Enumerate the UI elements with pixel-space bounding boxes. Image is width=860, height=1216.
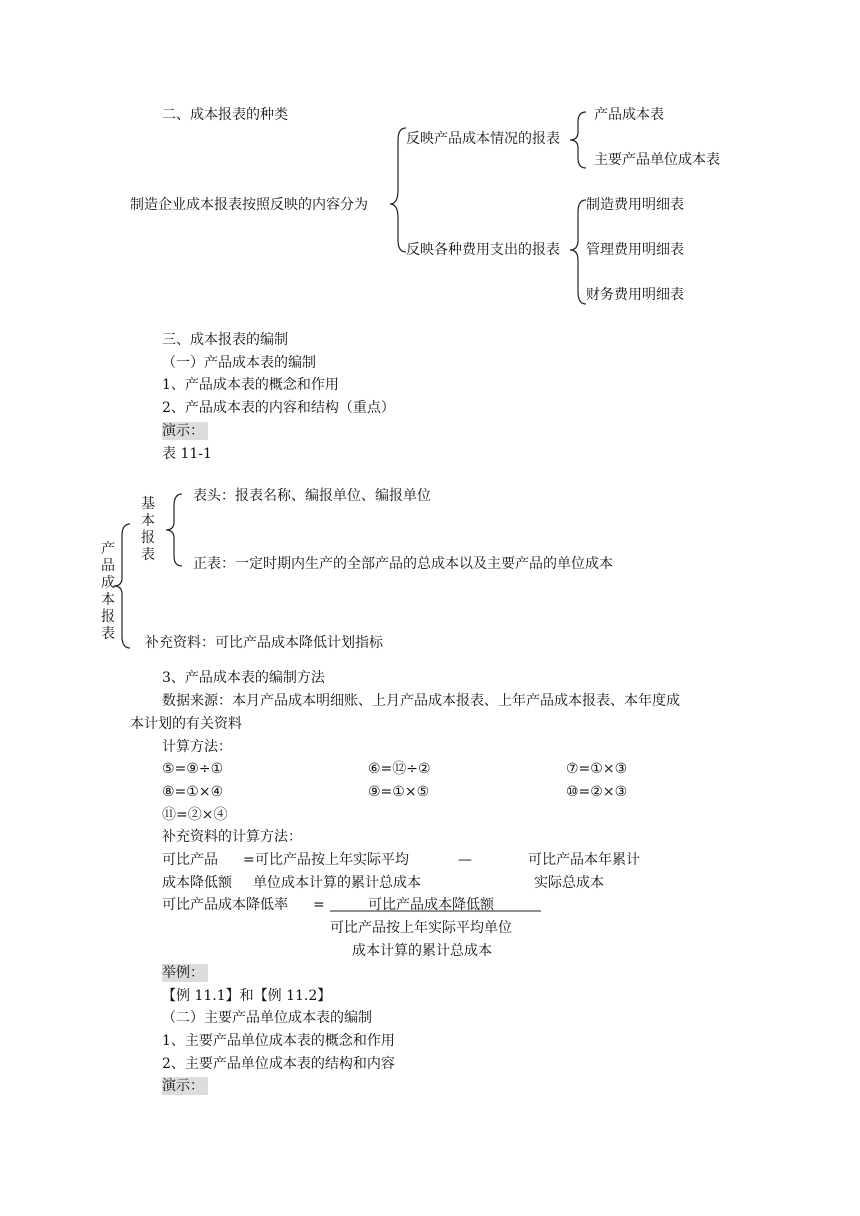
list-item: 1、主要产品单位成本表的概念和作用 <box>162 1033 395 1049</box>
formula: ⑦=①×③ <box>566 761 628 777</box>
char: 本 <box>101 592 115 608</box>
tree-supplement-item: 补充资料：可比产品成本降低计划指标 <box>145 635 383 651</box>
char: 报 <box>101 609 115 625</box>
list-item: 1、产品成本表的概念和作用 <box>162 377 339 393</box>
section3-heading: 三、成本报表的编制 <box>162 332 288 348</box>
demo-label: 演示： <box>162 422 208 440</box>
eq1-minus: — <box>458 852 472 868</box>
tree-root-label <box>100 541 116 643</box>
eq2-numerator: 可比产品成本降低额 <box>368 897 494 913</box>
eq1-equals: = <box>243 852 255 868</box>
eq1-term2: 实际总成本 <box>534 875 604 891</box>
table-ref: 表 11-1 <box>162 446 212 462</box>
eq2-denominator: 成本计算的累计总成本 <box>352 943 492 959</box>
eq1-term2: 可比产品本年累计 <box>528 852 640 868</box>
eq1-term1: 可比产品按上年实际平均 <box>255 852 409 868</box>
eq1-term1: 单位成本计算的累计总成本 <box>253 875 421 891</box>
brace-basic-report <box>166 494 182 566</box>
data-source: 数据来源：本月产品成本明细账、上月产品成本报表、上年产品成本报表、本年度成 <box>162 693 680 709</box>
formula: ⑥=⑫÷② <box>368 761 431 777</box>
char: 成 <box>101 575 115 591</box>
char: 报 <box>141 530 155 546</box>
list-item: 3、产品成本表的编制方法 <box>162 670 325 686</box>
char: 表 <box>101 626 115 642</box>
formula: ⑪=②×④ <box>162 807 228 823</box>
branch1-item: 主要产品单位成本表 <box>594 152 720 168</box>
branch2-item: 制造费用明细表 <box>586 197 684 213</box>
calc-label: 计算方法： <box>162 739 232 755</box>
branch2-item: 财务费用明细表 <box>586 287 684 303</box>
brace-branch1 <box>570 112 586 168</box>
classification-root: 制造企业成本报表按照反映的内容分为 <box>130 197 368 213</box>
branch1-label: 反映产品成本情况的报表 <box>406 131 560 147</box>
eq2-denominator: 可比产品按上年实际平均单位 <box>330 920 512 936</box>
char: 本 <box>141 513 155 529</box>
tree-basic-label <box>140 496 156 564</box>
tree-header-item: 表头：报表名称、编报单位、编报单位 <box>193 488 431 504</box>
subsection1-heading: （一）产品成本表的编制 <box>162 355 316 371</box>
list-item: 2、产品成本表的内容和结构（重点） <box>162 400 395 416</box>
section2-heading: 二、成本报表的种类 <box>162 107 288 123</box>
brace-branch2 <box>570 200 586 304</box>
branch2-label: 反映各种费用支出的报表 <box>406 242 560 258</box>
formula: ⑨=①×⑤ <box>368 784 430 800</box>
eq2-equals: = <box>313 897 325 913</box>
char: 基 <box>141 496 155 512</box>
branch2-item: 管理费用明细表 <box>586 242 684 258</box>
formula: ⑤=⑨÷① <box>162 761 224 777</box>
char: 表 <box>141 547 155 563</box>
example-label: 举例： <box>162 964 208 982</box>
brace-root <box>390 128 406 252</box>
eq1-lhs: 可比产品 <box>162 852 218 868</box>
eq2-lhs: 可比产品成本降低率 <box>162 897 288 913</box>
supp-calc-label: 补充资料的计算方法： <box>162 829 302 845</box>
tree-body-item: 正表：一定时期内生产的全部产品的总成本以及主要产品的单位成本 <box>193 556 613 572</box>
brace-product-report <box>114 524 130 648</box>
char: 品 <box>101 558 115 574</box>
formula: ⑧=①×④ <box>162 784 224 800</box>
example-ref: 【例 11.1】和【例 11.2】 <box>162 988 332 1004</box>
char: 产 <box>101 541 115 557</box>
eq1-lhs: 成本降低额 <box>162 875 232 891</box>
branch1-item: 产品成本表 <box>594 107 664 123</box>
subsection2-heading: （二）主要产品单位成本表的编制 <box>162 1010 372 1026</box>
data-source-cont: 本计划的有关资料 <box>130 716 242 732</box>
formula: ⑩=②×③ <box>566 784 628 800</box>
demo-label: 演示： <box>162 1077 208 1095</box>
list-item: 2、主要产品单位成本表的结构和内容 <box>162 1056 395 1072</box>
